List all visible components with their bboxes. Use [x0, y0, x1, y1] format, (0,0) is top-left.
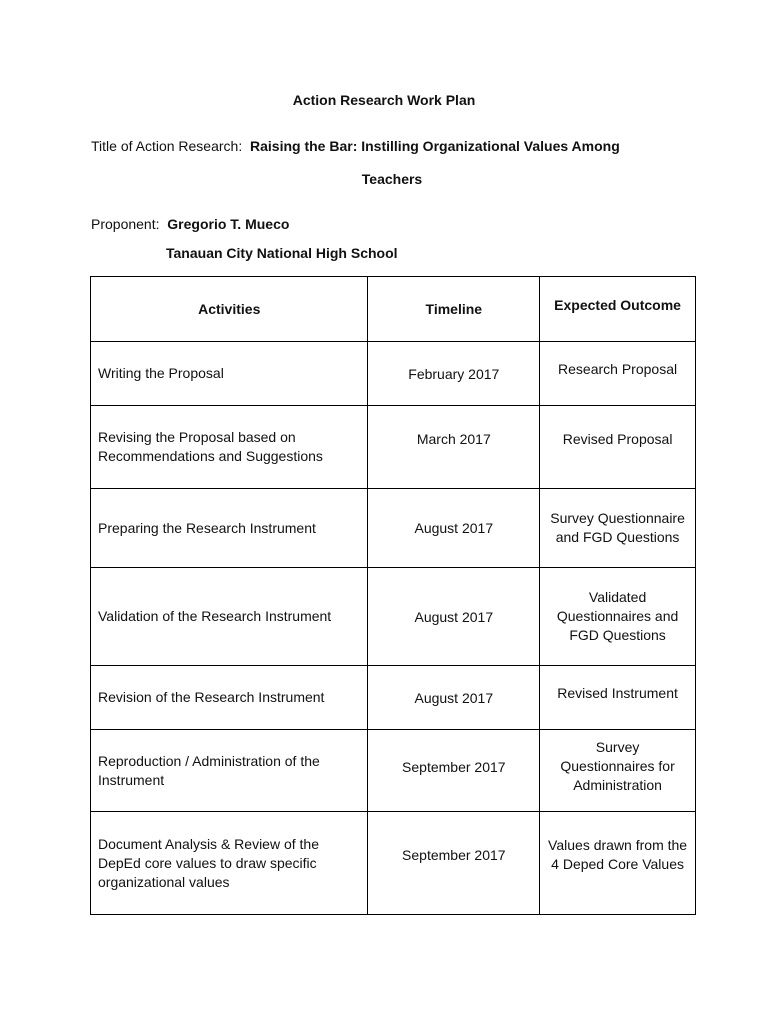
activity-cell: Revising the Proposal based on Recommendations and Suggestions	[91, 406, 368, 489]
outcome-text: Research Proposal	[558, 361, 678, 377]
timeline-cell	[368, 812, 540, 915]
timeline-cell: August 2017	[368, 568, 540, 666]
research-title-label: Title of Action Research:	[91, 138, 243, 154]
outcome-text: Revised Instrument	[557, 685, 678, 701]
outcome-cell	[540, 812, 696, 915]
activity-cell: Reproduction / Administration of the Instrument	[91, 730, 368, 812]
activity-cell: Document Analysis & Review of the DepEd core values to draw specific organizational values	[91, 812, 368, 915]
proponent-name: Gregorio T. Mueco	[167, 216, 290, 232]
table-row	[91, 730, 696, 812]
table-row	[91, 812, 696, 915]
research-title-continuation: Teachers	[361, 171, 423, 187]
timeline-text: March 2017	[416, 431, 491, 447]
outcome-cell	[540, 666, 696, 730]
table-header-row	[91, 277, 696, 342]
header-expected-outcome-text: Expected Outcome	[554, 297, 681, 313]
outcome-text: Revised Proposal	[562, 430, 673, 447]
document-title: Action Research Work Plan	[292, 92, 476, 108]
work-plan-table	[90, 276, 696, 915]
timeline-text: September 2017	[402, 758, 506, 775]
timeline-cell: August 2017	[368, 489, 540, 568]
header-expected-outcome	[540, 277, 696, 342]
timeline-cell: February 2017	[368, 342, 540, 406]
table-row	[91, 406, 696, 489]
table-row	[91, 666, 696, 730]
table-row	[91, 342, 696, 406]
proponent-line	[91, 216, 289, 232]
activity-cell: Revision of the Research Instrument	[91, 666, 368, 730]
header-activities: Activities	[91, 277, 368, 342]
table-row	[91, 489, 696, 568]
timeline-cell: August 2017	[368, 666, 540, 730]
outcome-cell	[540, 406, 696, 489]
outcome-text: Survey Questionnaires for Administration	[560, 739, 675, 793]
school-name: Tanauan City National High School	[166, 245, 398, 261]
research-title-line	[91, 138, 691, 154]
outcome-cell: Validated Questionnaires and FGD Questions	[540, 568, 696, 666]
timeline-text: September 2017	[402, 847, 506, 863]
timeline-cell	[368, 406, 540, 489]
proponent-label: Proponent:	[91, 216, 160, 232]
outcome-text: Values drawn from the 4 Deped Core Values	[548, 837, 688, 872]
outcome-cell: Survey Questionnaire and FGD Questions	[540, 489, 696, 568]
activity-cell: Validation of the Research Instrument	[91, 568, 368, 666]
research-title-value: Raising the Bar: Instilling Organizational Values Among	[250, 138, 620, 154]
activity-cell: Preparing the Research Instrument	[91, 489, 368, 568]
outcome-cell	[540, 730, 696, 812]
outcome-cell	[540, 342, 696, 406]
table-row	[91, 568, 696, 666]
activity-cell: Writing the Proposal	[91, 342, 368, 406]
header-timeline: Timeline	[368, 277, 540, 342]
timeline-cell	[368, 730, 540, 812]
